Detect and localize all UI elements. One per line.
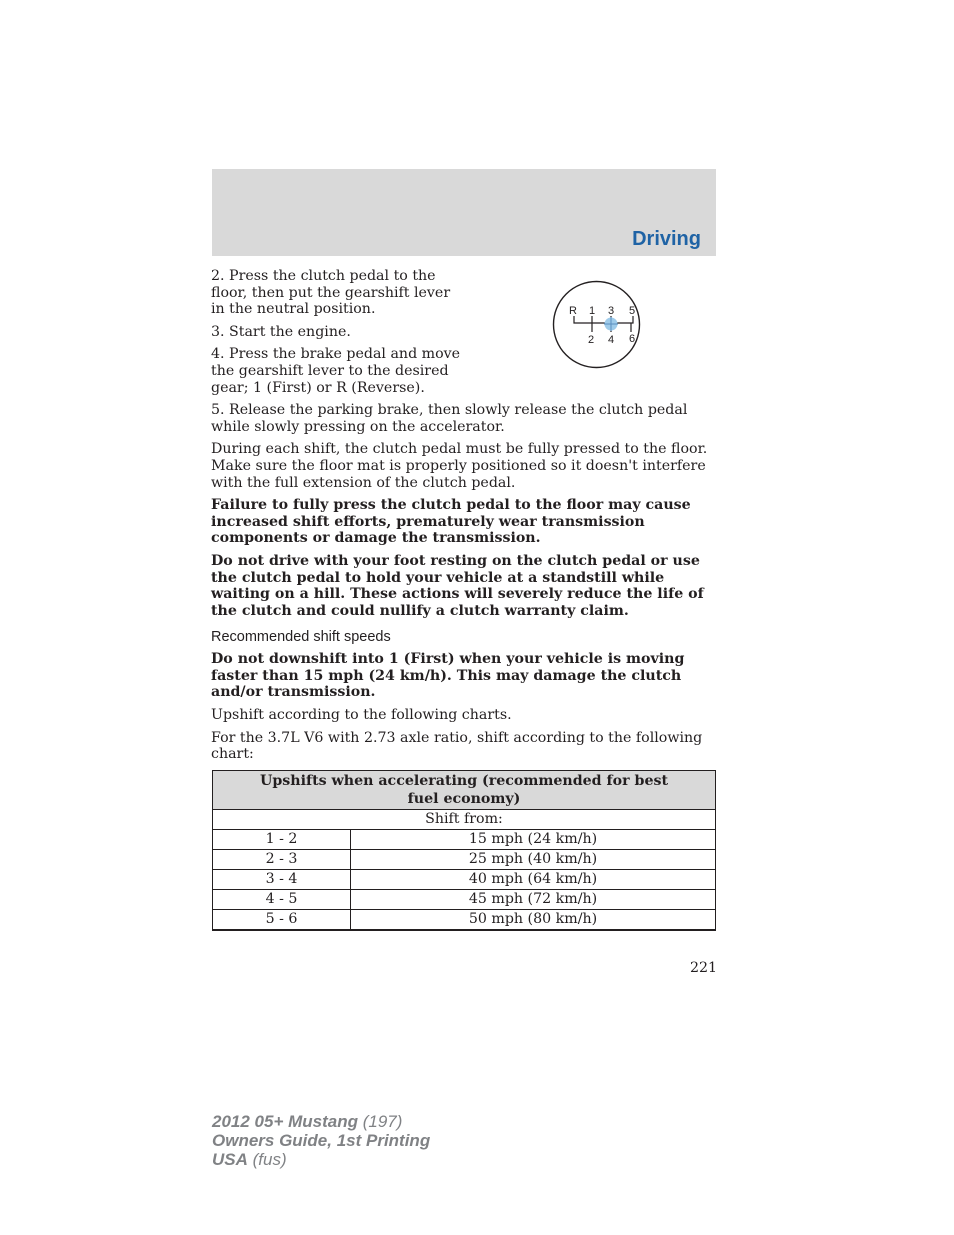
table-row: [213, 830, 716, 850]
table-subheader: Shift from:: [213, 810, 716, 830]
footer-model-code: (197): [358, 1112, 403, 1131]
page-number: 221: [690, 960, 718, 976]
upshift-speed-table: [212, 770, 716, 931]
warning-clutch-press: Failure to fully press the clutch pedal to the floor may cause increased shift efforts, prematurely wear transmission components or damage the transmission.: [211, 497, 691, 547]
subheading-recommended-shift-speeds: Recommended shift speeds: [211, 629, 391, 646]
table-cell-speed: 45 mph (72 km/h): [351, 890, 716, 910]
step-4: 4. Press the brake pedal and move the gearshift lever to the desired gear; 1 (First) or R (Reverse).: [211, 346, 461, 396]
paragraph-upshift-intro: Upshift according to the following charts.: [211, 707, 512, 724]
footer-line-market: [212, 1150, 430, 1169]
gear-label-third: 3: [607, 305, 615, 317]
step-2: 2. Press the clutch pedal to the floor, then put the gearshift lever in the neutral position.: [211, 268, 451, 318]
footer-market-code: (fus): [247, 1150, 287, 1169]
gear-label-first: 1: [588, 305, 596, 317]
table-cell-shift: 4 - 5: [213, 890, 351, 910]
table-title-row: [213, 771, 716, 810]
gear-label-sixth: 6: [628, 333, 636, 345]
table-cell-speed: 25 mph (40 km/h): [351, 850, 716, 870]
footer-market: USA: [212, 1150, 248, 1169]
page-content: [211, 268, 717, 769]
table-row: [213, 910, 716, 931]
step-5: 5. Release the parking brake, then slowly release the clutch pedal while slowly pressing on the accelerator.: [211, 402, 688, 435]
document-footer: [212, 1112, 430, 1169]
step-3: 3. Start the engine.: [211, 323, 351, 340]
table-cell-shift: 3 - 4: [213, 870, 351, 890]
table-cell-speed: 50 mph (80 km/h): [351, 910, 716, 931]
gear-label-fourth: 4: [607, 334, 615, 346]
table-cell-shift: 5 - 6: [213, 910, 351, 931]
footer-line-model: [212, 1112, 430, 1131]
section-header-band: [212, 169, 716, 256]
footer-printing: Owners Guide, 1st Printing: [212, 1131, 431, 1150]
gear-label-second: 2: [587, 334, 595, 346]
table-cell-speed: 40 mph (64 km/h): [351, 870, 716, 890]
table-row: [213, 890, 716, 910]
table-cell-speed: 15 mph (24 km/h): [351, 830, 716, 850]
table-subheader-row: [213, 810, 716, 830]
table-cell-shift: 1 - 2: [213, 830, 351, 850]
table-row: [213, 870, 716, 890]
table-title: Upshifts when accelerating (recommended for best fuel economy): [213, 771, 716, 810]
section-title: Driving: [632, 228, 701, 250]
table-cell-shift: 2 - 3: [213, 850, 351, 870]
footer-model: 2012 05+ Mustang: [212, 1112, 358, 1131]
table-row: [213, 850, 716, 870]
gear-label-reverse: R: [569, 305, 577, 317]
gear-label-fifth: 5: [628, 305, 636, 317]
warning-downshift: Do not downshift into 1 (First) when your vehicle is moving faster than 15 mph (24 km/h). This may damage the clutch and/or transmission.: [211, 651, 685, 701]
paragraph-v6-intro: For the 3.7L V6 with 2.73 axle ratio, shift according to the following chart:: [211, 729, 703, 763]
warning-foot-resting: Do not drive with your foot resting on the clutch pedal or use the clutch pedal to hold your vehicle at a standstill while waiting on a hill. These actions will severely reduce the life of the clutch and could nullify a clutch warranty claim.: [211, 552, 704, 619]
paragraph-during-shift: During each shift, the clutch pedal must be fully pressed to the floor. Make sure the floor mat is properly positioned so it doesn't interfere with the full extension of the clutch pedal.: [211, 441, 708, 491]
